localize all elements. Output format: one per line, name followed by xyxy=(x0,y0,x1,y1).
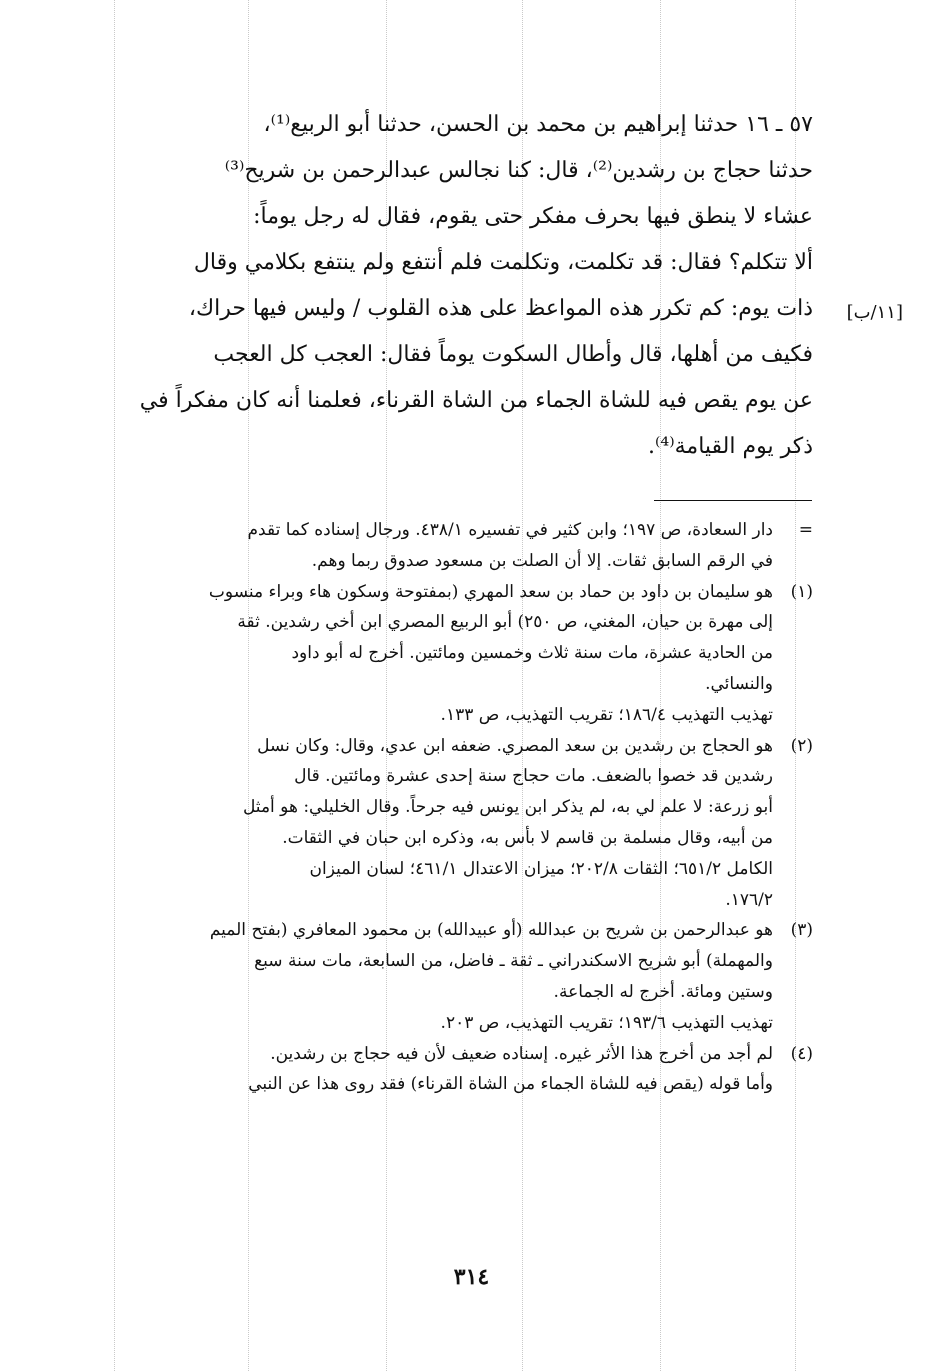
folio-margin-note: [١١/ب] xyxy=(846,302,903,323)
footnote-line: لم أجد من أخرج هذا الأثر غيره. إسناده ضعيف لأن فيه حجاج بن رشدين. xyxy=(270,1043,773,1064)
footnote-number: (٣) xyxy=(790,920,813,941)
footnote-line: في الرقم السابق ثقات. إلا أن الصلت بن مسعود صدوق ربما وهم. xyxy=(311,550,773,571)
footnote-line: رشدين قد خصوا بالضعف. مات حجاج سنة إحدى عشرة ومائتين. قال xyxy=(294,766,773,787)
footnote-line: أبو زرعة: لا علم لي به، لم يذكر ابن يونس فيه جرحاً. وقال الخليلي: هو أمثل xyxy=(242,797,773,818)
footnote-1 xyxy=(123,577,813,731)
page-number: ٣١٤ xyxy=(453,1264,490,1290)
footnote-number: (١) xyxy=(790,581,813,602)
footnote-line: من أبيه، وقال مسلمة بن قاسم لا بأس به، وذكره ابن حبان في الثقات. xyxy=(282,827,773,848)
main-text-line: فكيف من أهلها، قال وأطال السكوت يوماً فقال: العجب كل العجب xyxy=(213,342,813,367)
footnote-separator xyxy=(654,500,812,501)
footnote-line: هو سليمان بن داود بن حماد بن سعد المهري (بمفتوحة وسكون هاء وبراء منسوب xyxy=(208,581,773,602)
footnote-line: تهذيب التهذيب ١٨٦/٤؛ تقريب التهذيب، ص ١٣٣. xyxy=(440,704,773,725)
main-text-line: ذكر يوم القيامة⁽⁴⁾. xyxy=(647,434,813,459)
footnote-number: (٢) xyxy=(790,735,813,756)
footnote-number: = xyxy=(798,520,813,540)
scan-grid-line xyxy=(114,0,115,1371)
footnote-line: وستين ومائة. أخرج له الجماعة. xyxy=(553,981,773,1002)
main-text-line: ألا تتكلم؟ فقال: قد تكلمت، وتكلمت فلم أنتفع ولم ينتفع بكلامي وقال xyxy=(193,250,813,275)
main-text xyxy=(123,102,813,470)
footnote-2 xyxy=(123,731,813,916)
footnote-line: وأما قوله (يقص فيه للشاة الجماء من الشاة القرناء) فقد روى هذا عن النبي xyxy=(248,1074,773,1095)
footnote-continued xyxy=(123,515,813,577)
footnote-line: دار السعادة، ص ١٩٧؛ وابن كثير في تفسيره ٤٣٨/١. ورجال إسناده كما تقدم xyxy=(247,520,773,540)
footnote-line: والمهملة) أبو شريح الاسكندراني ـ ثقة ـ فاضل، من السابعة، مات سنة سبع xyxy=(254,951,773,972)
footnote-number: (٤) xyxy=(790,1043,813,1064)
main-text-line: عن يوم يقص فيه للشاة الجماء من الشاة القرناء، فعلمنا أنه كان مفكراً في xyxy=(139,388,813,413)
footnote-line: هو عبدالرحمن بن شريح بن عبدالله (أو عبيدالله) بن محمود المعافري (بفتح الميم xyxy=(209,920,773,941)
main-text-line: ذات يوم: كم تكرر هذه المواعظ على هذه القلوب / وليس فيها حراك، xyxy=(188,296,813,321)
main-text-line: حدثنا حجاج بن رشدين⁽²⁾، قال: كنا نجالس عبدالرحمن بن شريح⁽³⁾ xyxy=(224,158,813,183)
footnote-line: تهذيب التهذيب ١٩٣/٦؛ تقريب التهذيب، ص ٢٠٣. xyxy=(440,1012,773,1033)
footnote-line: من الحادية عشرة، مات سنة ثلاث وخمسين ومائتين. أخرج له أبو داود xyxy=(291,643,773,664)
footnote-line: هو الحجاج بن رشدين بن سعد المصري. ضعفه ابن عدي، وقال: وكان نسل xyxy=(257,735,773,756)
footnote-4 xyxy=(123,1039,813,1101)
footnote-line: ١٧٦/٢. xyxy=(725,889,773,910)
footnote-3 xyxy=(123,915,813,1038)
main-text-line: ٥٧ ـ ١٦ حدثنا إبراهيم بن محمد بن الحسن، حدثنا أبو الربيع⁽¹⁾، xyxy=(263,112,813,137)
footnote-line: والنسائي. xyxy=(705,673,773,694)
footnote-line: الكامل ٦٥١/٢؛ الثقات ٢٠٢/٨؛ ميزان الاعتدال ٤٦١/١؛ لسان الميزان xyxy=(309,858,773,879)
footnotes xyxy=(123,515,813,1100)
main-text-line: عشاء لا ينطق فيها بحرف مفكر حتى يقوم، فقال له رجل يوماً: xyxy=(253,204,813,229)
footnote-line: إلى مهرة بن حيان، المغني، ص ٢٥٠) أبو الربيع المصري ابن أخي رشدين. ثقة xyxy=(237,612,773,633)
